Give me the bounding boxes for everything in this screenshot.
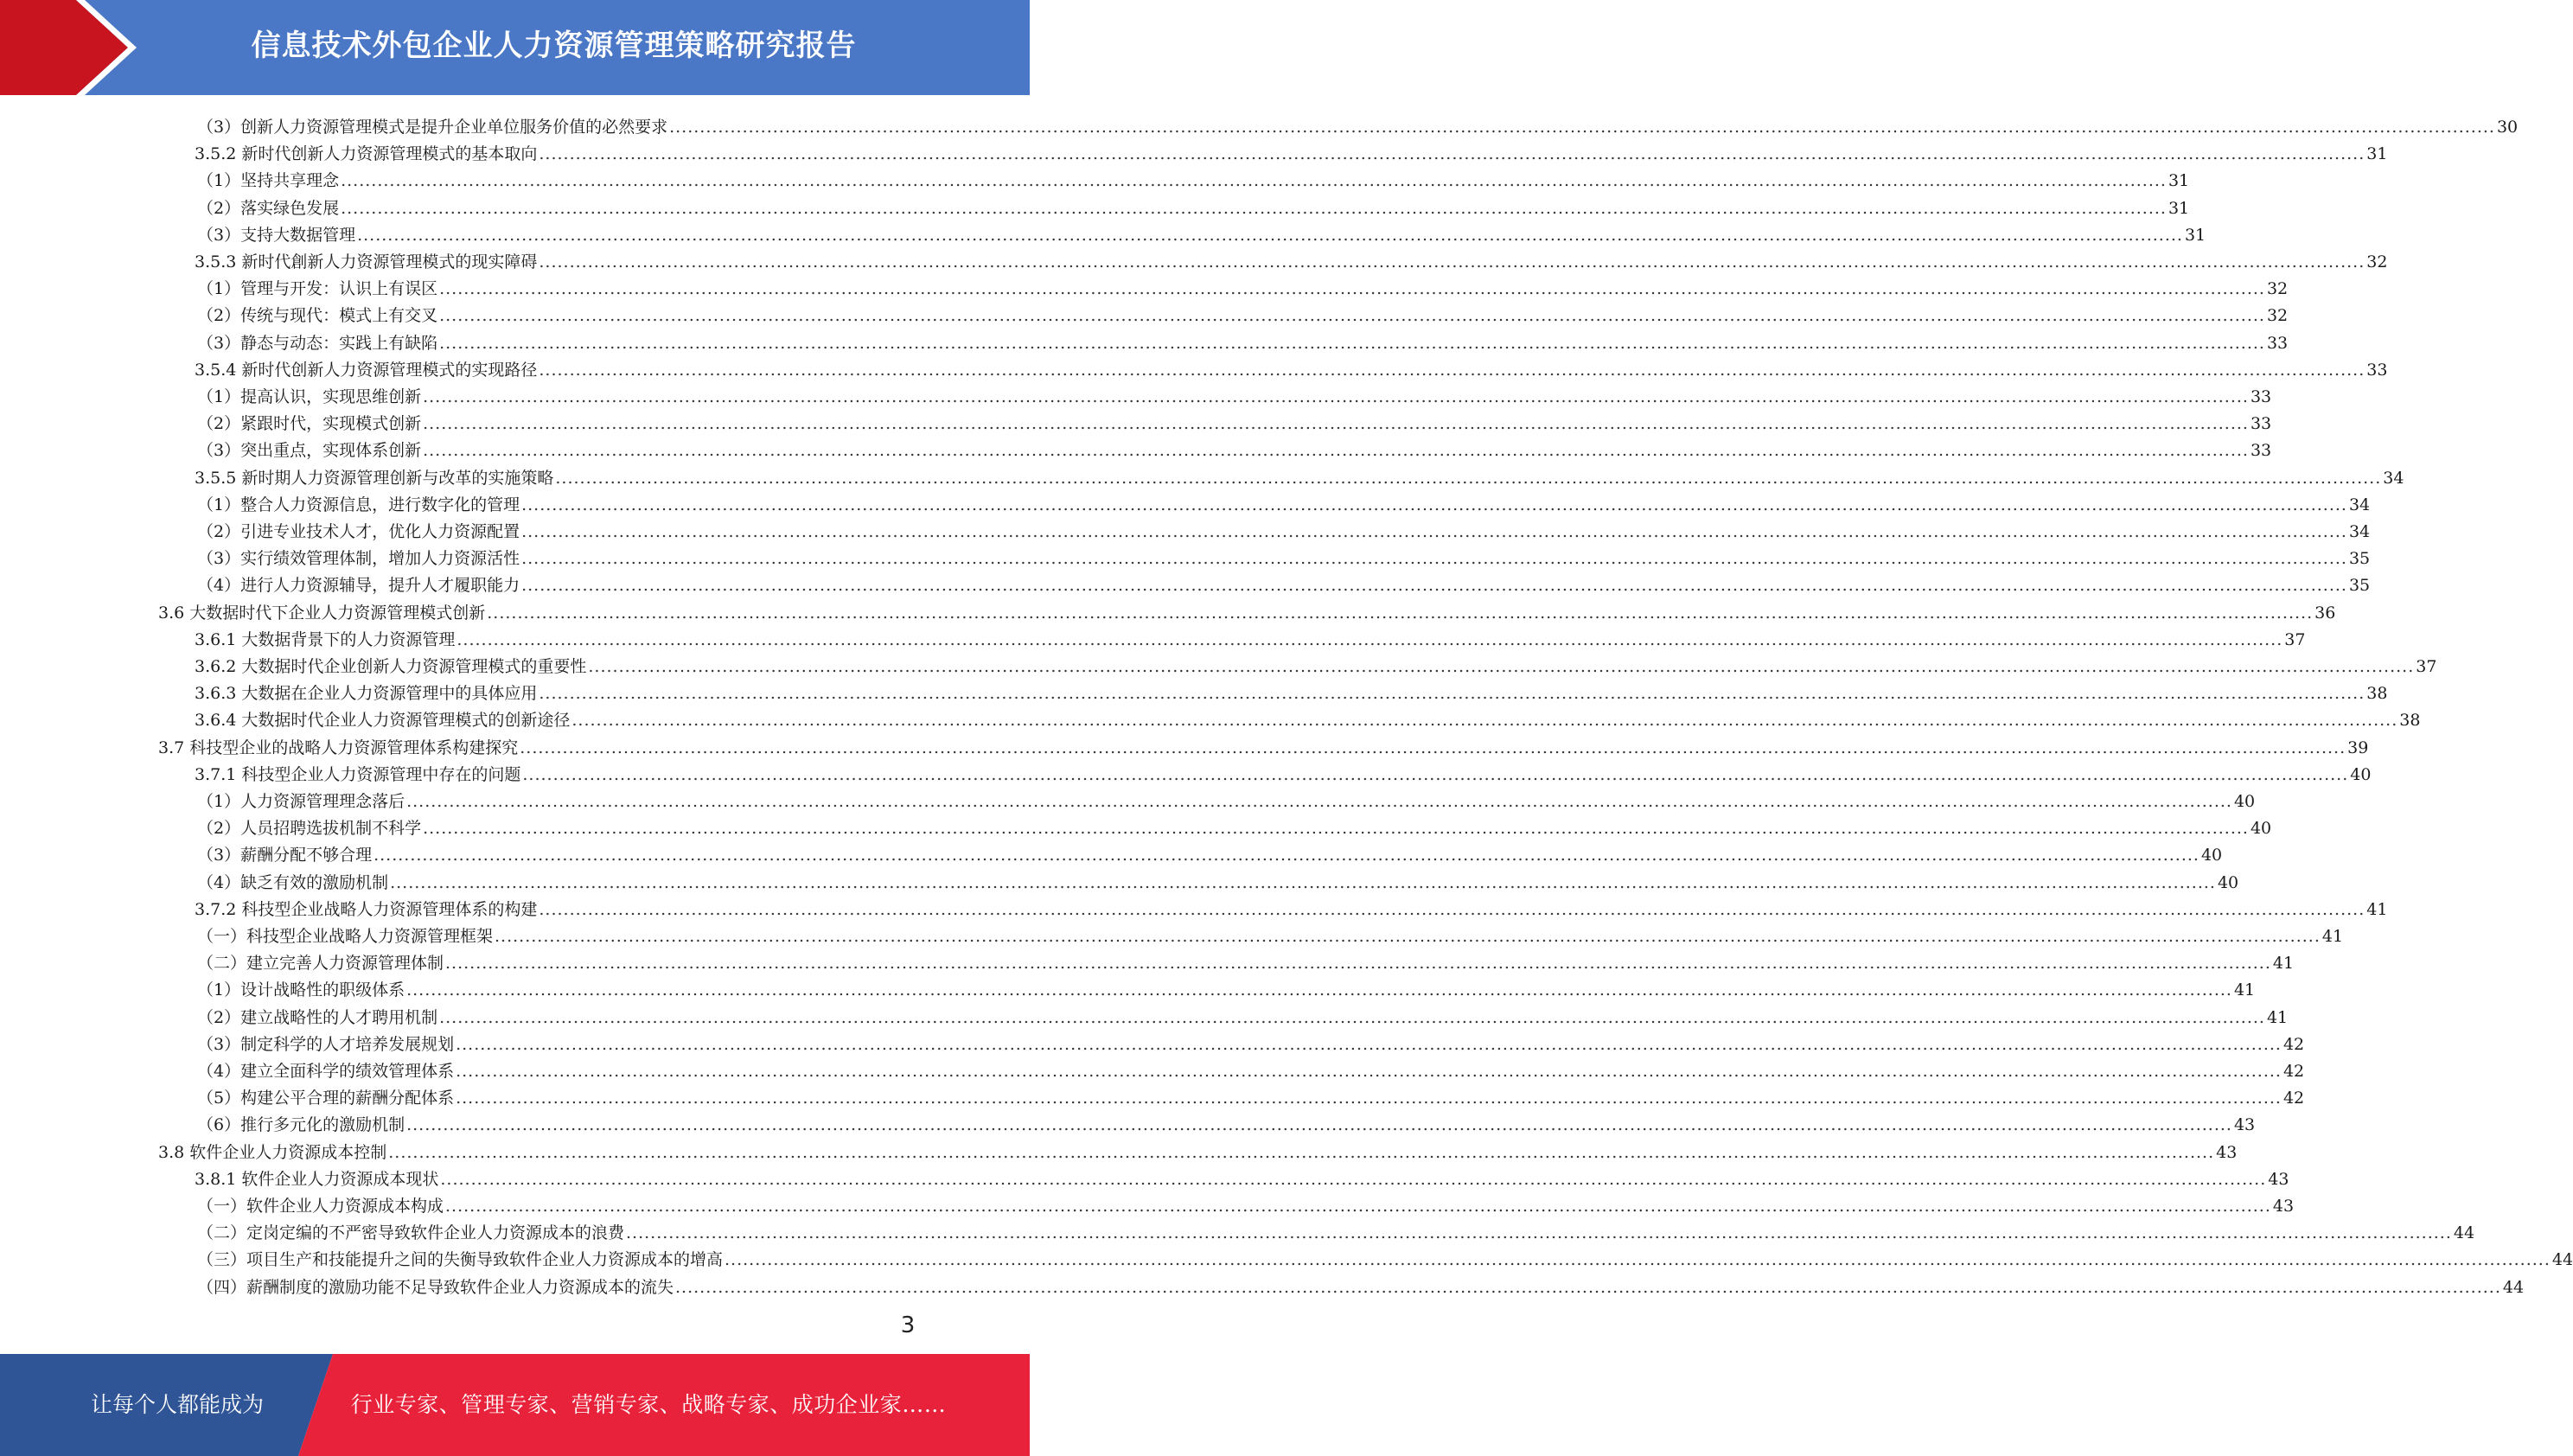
toc-entry[interactable] (195, 893, 2388, 920)
toc-entry[interactable] (197, 866, 2239, 893)
toc-entry-title: 3.7.1 科技型企业人力资源管理中存在的问题 (195, 764, 521, 784)
toc-entry[interactable] (197, 947, 2295, 974)
toc-entry[interactable] (197, 299, 2289, 326)
toc-entry-page: 38 (2366, 684, 2388, 704)
toc-entry-title: 3.6 大数据时代下企业人力资源管理模式创新 (158, 603, 486, 623)
toc-entry-page: 30 (2496, 118, 2519, 137)
toc-entry-title: 3.6.2 大数据时代企业创新人力资源管理模式的重要性 (195, 657, 587, 676)
toc-entry[interactable] (197, 812, 2272, 839)
toc-entry[interactable] (197, 164, 2190, 191)
toc-entry[interactable] (197, 974, 2256, 1000)
toc-dot-leader: ............................................................................................................................................................................................................................................................................................................ (456, 1034, 2282, 1054)
toc-entry-page: 43 (2216, 1142, 2238, 1162)
toc-entry[interactable] (197, 1243, 2573, 1270)
toc-entry-page: 43 (2268, 1169, 2289, 1189)
toc-entry[interactable] (197, 785, 2256, 812)
toc-entry[interactable] (197, 327, 2289, 354)
toc-entry-page: 40 (2350, 764, 2372, 784)
toc-entry-title: 3.5.3 新时代創新人力资源管理模式的现实障碍 (195, 252, 538, 271)
toc-entry[interactable] (197, 489, 2371, 515)
toc-dot-leader: ............................................................................................................................................................................................................................................................................................................ (439, 333, 2265, 353)
toc-entry-page: 33 (2366, 360, 2388, 380)
toc-entry-title: （二）定岗定编的不严密导致软件企业人力资源成本的浪费 (197, 1223, 625, 1243)
toc-entry[interactable] (158, 1136, 2238, 1163)
toc-entry[interactable] (158, 597, 2336, 623)
toc-entry[interactable] (195, 137, 2388, 164)
toc-dot-leader: ............................................................................................................................................................................................................................................................................................................ (388, 1142, 2215, 1162)
toc-dot-leader: ............................................................................................................................................................................................................................................................................................................ (445, 954, 2271, 974)
toc-entry-title: （1）整合人力资源信息，进行数字化的管理 (197, 495, 520, 514)
toc-entry-page: 33 (2250, 441, 2272, 461)
toc-entry-page: 44 (2453, 1223, 2475, 1243)
toc-entry-page: 37 (2416, 657, 2437, 676)
toc-entry[interactable] (195, 758, 2372, 785)
toc-entry-title: 3.7 科技型企业的战略人力资源管理体系构建探究 (158, 738, 519, 757)
toc-entry-page: 41 (2233, 980, 2256, 1000)
toc-dot-leader: ............................................................................................................................................................................................................................................................................................................ (521, 576, 2347, 596)
toc-entry-page: 36 (2314, 603, 2336, 623)
toc-dot-leader: ............................................................................................................................................................................................................................................................................................................ (456, 629, 2283, 649)
toc-dot-leader: ............................................................................................................................................................................................................................................................................................................ (406, 792, 2232, 811)
toc-entry-page: 44 (2551, 1250, 2573, 1270)
toc-entry-title: （1）提高认识，实现思维创新 (197, 387, 422, 406)
toc-dot-leader: ............................................................................................................................................................................................................................................................................................................ (555, 468, 2382, 488)
toc-entry-page: 40 (2250, 819, 2272, 839)
toc-dot-leader: ............................................................................................................................................................................................................................................................................................................ (725, 1250, 2551, 1270)
toc-entry[interactable] (197, 434, 2272, 461)
toc-dot-leader: ............................................................................................................................................................................................................................................................................................................ (439, 306, 2265, 326)
toc-entry-title: （3）创新人力资源管理模式是提升企业单位服务价值的必然要求 (197, 118, 668, 137)
toc-dot-leader: ............................................................................................................................................................................................................................................................................................................ (539, 144, 2366, 164)
toc-entry-page: 35 (2348, 549, 2371, 569)
toc-entry-title: （二）建立完善人力资源管理体制 (197, 954, 444, 974)
toc-entry-page: 41 (2266, 1007, 2289, 1027)
toc-entry-page: 41 (2366, 899, 2388, 919)
toc-dot-leader: ............................................................................................................................................................................................................................................................................................................ (521, 522, 2347, 541)
toc-dot-leader: ............................................................................................................................................................................................................................................................................................................ (440, 1169, 2267, 1189)
toc-entry-title: （2）紧跟时代，实现模式创新 (197, 414, 422, 434)
toc-entry[interactable] (195, 462, 2404, 489)
toc-entry[interactable] (195, 1163, 2289, 1190)
toc-entry-title: （3）突出重点，实现体系创新 (197, 441, 422, 461)
toc-dot-leader: ............................................................................................................................................................................................................................................................................................................ (539, 899, 2366, 919)
toc-entry[interactable] (197, 272, 2289, 299)
toc-entry-page: 38 (2399, 711, 2421, 731)
toc-dot-leader: ............................................................................................................................................................................................................................................................................................................ (439, 1007, 2265, 1027)
toc-entry-title: （三）项目生产和技能提升之间的失衡导致软件企业人力资源成本的增高 (197, 1250, 724, 1270)
toc-entry[interactable] (197, 839, 2223, 865)
toc-entry-page: 33 (2250, 387, 2272, 406)
toc-dot-leader: ............................................................................................................................................................................................................................................................................................................ (495, 927, 2321, 946)
toc-entry[interactable] (197, 515, 2371, 542)
toc-entry-title: （3）薪酬分配不够合理 (197, 846, 373, 865)
toc-entry-title: 3.5.2 新时代创新人力资源管理模式的基本取向 (195, 144, 538, 164)
toc-dot-leader: ............................................................................................................................................................................................................................................................................................................ (588, 657, 2415, 676)
toc-entry[interactable] (195, 246, 2388, 272)
toc-entry-title: （一）科技型企业战略人力资源管理框架 (197, 927, 494, 946)
toc-entry[interactable] (197, 1217, 2475, 1243)
toc-entry-title: （3）静态与动态：实践上有缺陷 (197, 333, 438, 353)
toc-dot-leader: ............................................................................................................................................................................................................................................................................................................ (539, 252, 2366, 271)
toc-dot-leader: ............................................................................................................................................................................................................................................................................................................ (521, 495, 2347, 514)
toc-entry-title: （2）落实绿色发展 (197, 198, 340, 218)
toc-entry[interactable] (195, 704, 2421, 731)
toc-entry[interactable] (195, 623, 2306, 650)
toc-entry-page: 42 (2282, 1089, 2305, 1108)
page-header (0, 0, 1030, 95)
toc-entry-title: 3.8.1 软件企业人力资源成本现状 (195, 1169, 439, 1189)
toc-dot-leader: ............................................................................................................................................................................................................................................................................................................ (341, 198, 2167, 218)
toc-entry[interactable] (197, 920, 2344, 947)
toc-entry-page: 43 (2233, 1115, 2256, 1135)
toc-entry-page: 32 (2266, 306, 2289, 326)
toc-entry[interactable] (197, 1001, 2289, 1028)
toc-dot-leader: ............................................................................................................................................................................................................................................................................................................ (669, 118, 2495, 137)
toc-dot-leader: ............................................................................................................................................................................................................................................................................................................ (406, 1115, 2232, 1135)
toc-entry[interactable] (195, 677, 2388, 704)
toc-dot-leader: ............................................................................................................................................................................................................................................................................................................ (626, 1223, 2452, 1243)
toc-entry-title: 3.8 软件企业人力资源成本控制 (158, 1142, 387, 1162)
toc-dot-leader: ............................................................................................................................................................................................................................................................................................................ (487, 603, 2314, 623)
toc-entry-page: 42 (2282, 1034, 2305, 1054)
page-footer (0, 1354, 1030, 1456)
toc-entry-title: （6）推行多元化的激励机制 (197, 1115, 405, 1135)
toc-dot-leader: ............................................................................................................................................................................................................................................................................................................ (406, 980, 2232, 1000)
toc-entry[interactable] (195, 650, 2437, 677)
toc-dot-leader: ............................................................................................................................................................................................................................................................................................................ (357, 225, 2183, 245)
toc-entry-title: 3.7.2 科技型企业战略人力资源管理体系的构建 (195, 899, 538, 919)
toc-entry-page: 37 (2284, 629, 2306, 649)
toc-entry-page: 32 (2266, 279, 2289, 299)
toc-entry[interactable] (197, 569, 2371, 596)
toc-entry-page: 35 (2348, 576, 2371, 596)
toc-entry[interactable] (197, 192, 2190, 219)
toc-entry[interactable] (197, 542, 2371, 569)
toc-entry-title: 3.5.4 新时代创新人力资源管理模式的实现路径 (195, 360, 538, 380)
toc-dot-leader: ............................................................................................................................................................................................................................................................................................................ (341, 171, 2167, 191)
toc-dot-leader: ............................................................................................................................................................................................................................................................................................................ (456, 1062, 2282, 1081)
toc-entry-title: 3.6.4 大数据时代企业人力资源管理模式的创新途径 (195, 711, 571, 731)
toc-entry-page: 39 (2347, 738, 2369, 757)
toc-dot-leader: ............................................................................................................................................................................................................................................................................................................ (520, 738, 2346, 757)
toc-dot-leader: ............................................................................................................................................................................................................................................................................................................ (423, 441, 2249, 461)
toc-entry-page: 31 (2168, 171, 2190, 191)
toc-entry-title: （2）传统与现代：模式上有交叉 (197, 306, 438, 326)
toc-entry-title: 3.6.3 大数据在企业人力资源管理中的具体应用 (195, 684, 538, 704)
report-title: 信息技术外包企业人力资源管理策略研究报告 (251, 29, 857, 63)
toc-entry-title: （3）实行绩效管理体制，增加人力资源活性 (197, 549, 520, 569)
toc-dot-leader: ............................................................................................................................................................................................................................................................................................................ (423, 387, 2249, 406)
toc-dot-leader: ............................................................................................................................................................................................................................................................................................................ (439, 279, 2265, 299)
toc-entry-title: （2）人员招聘选拔机制不科学 (197, 819, 422, 839)
toc-dot-leader: ............................................................................................................................................................................................................................................................................................................ (456, 1089, 2282, 1108)
toc-entry-page: 41 (2321, 927, 2344, 946)
toc-entry-title: （4）进行人力资源辅导，提升人才履职能力 (197, 576, 520, 596)
toc-dot-leader: ............................................................................................................................................................................................................................................................................................................ (374, 846, 2200, 865)
toc-entry[interactable] (197, 1055, 2305, 1082)
toc-entry-title: （2）建立战略性的人才聘用机制 (197, 1007, 438, 1027)
toc-dot-leader: ............................................................................................................................................................................................................................................................................................................ (521, 549, 2347, 569)
toc-entry-title: （1）管理与开发：认识上有误区 (197, 279, 438, 299)
toc-entry[interactable] (197, 1082, 2305, 1108)
toc-entry-page: 40 (2217, 872, 2239, 892)
toc-entry[interactable] (197, 1108, 2256, 1135)
toc-entry-page: 31 (2168, 198, 2190, 218)
toc-entry[interactable] (197, 111, 2519, 137)
toc-dot-leader: ............................................................................................................................................................................................................................................................................................................ (539, 684, 2366, 704)
toc-entry-title: （1）设计战略性的职级体系 (197, 980, 405, 1000)
toc-entry-page: 40 (2200, 846, 2223, 865)
toc-dot-leader: ............................................................................................................................................................................................................................................................................................................ (675, 1277, 2501, 1297)
toc-dot-leader: ............................................................................................................................................................................................................................................................................................................ (423, 414, 2249, 434)
toc-entry-title: （四）薪酬制度的激励功能不足导致软件企业人力资源成本的流失 (197, 1277, 674, 1297)
toc-entry-title: （1）坚持共享理念 (197, 171, 340, 191)
toc-entry-title: （2）引进专业技术人才，优化人力资源配置 (197, 522, 520, 541)
toc-entry-title: （4）缺乏有效的激励机制 (197, 872, 389, 892)
toc-entry-title: 3.5.5 新时期人力资源管理创新与改革的实施策略 (195, 468, 554, 488)
toc-entry-page: 31 (2366, 144, 2388, 164)
toc-entry-title: （一）软件企业人力资源成本构成 (197, 1197, 444, 1216)
toc-dot-leader: ............................................................................................................................................................................................................................................................................................................ (423, 819, 2249, 839)
toc-entry-title: （1）人力资源管理理念落后 (197, 792, 405, 811)
toc-entry-page: 34 (2348, 495, 2371, 514)
toc-entry[interactable] (197, 219, 2206, 246)
toc-dot-leader: ............................................................................................................................................................................................................................................................................................................ (390, 872, 2216, 892)
toc-entry-title: （3）制定科学的人才培养发展规划 (197, 1034, 455, 1054)
toc-entry-page: 32 (2366, 252, 2388, 271)
toc-entry-title: 3.6.1 大数据背景下的人力资源管理 (195, 629, 456, 649)
toc-dot-leader: ............................................................................................................................................................................................................................................................................................................ (522, 764, 2349, 784)
toc-entry[interactable] (197, 380, 2272, 407)
toc-dot-leader: ............................................................................................................................................................................................................................................................................................................ (571, 711, 2398, 731)
page-number: 3 (900, 1312, 916, 1338)
toc-entry-page: 40 (2233, 792, 2256, 811)
toc-entry-page: 31 (2184, 225, 2206, 245)
toc-entry-page: 42 (2282, 1062, 2305, 1081)
toc-dot-leader: ............................................................................................................................................................................................................................................................................................................ (539, 360, 2366, 380)
toc-entry[interactable] (197, 1271, 2525, 1298)
toc-entry-title: （4）建立全面科学的绩效管理体系 (197, 1062, 455, 1081)
toc-entry-page: 44 (2502, 1277, 2525, 1297)
toc-entry-page: 33 (2250, 414, 2272, 434)
toc-entry-page: 34 (2383, 468, 2404, 488)
toc-entry-title: （3）支持大数据管理 (197, 225, 356, 245)
footer-slogan-left: 让每个人都能成为 (90, 1392, 264, 1417)
toc-entry[interactable] (197, 407, 2272, 434)
toc-entry[interactable] (195, 354, 2388, 380)
toc-entry-title: （5）构建公平合理的薪酬分配体系 (197, 1089, 455, 1108)
footer-slogan-right: 行业专家、管理专家、营销专家、战略专家、成功企业家…… (350, 1392, 947, 1417)
toc-entry-page: 41 (2272, 954, 2295, 974)
toc-entry-page: 43 (2272, 1197, 2295, 1216)
toc-entry[interactable] (197, 1190, 2295, 1217)
toc-entry[interactable] (158, 731, 2369, 758)
toc-dot-leader: ............................................................................................................................................................................................................................................................................................................ (445, 1197, 2271, 1216)
toc-entry[interactable] (197, 1028, 2305, 1055)
toc-entry-page: 34 (2348, 522, 2371, 541)
toc-entry-page: 33 (2266, 333, 2289, 353)
